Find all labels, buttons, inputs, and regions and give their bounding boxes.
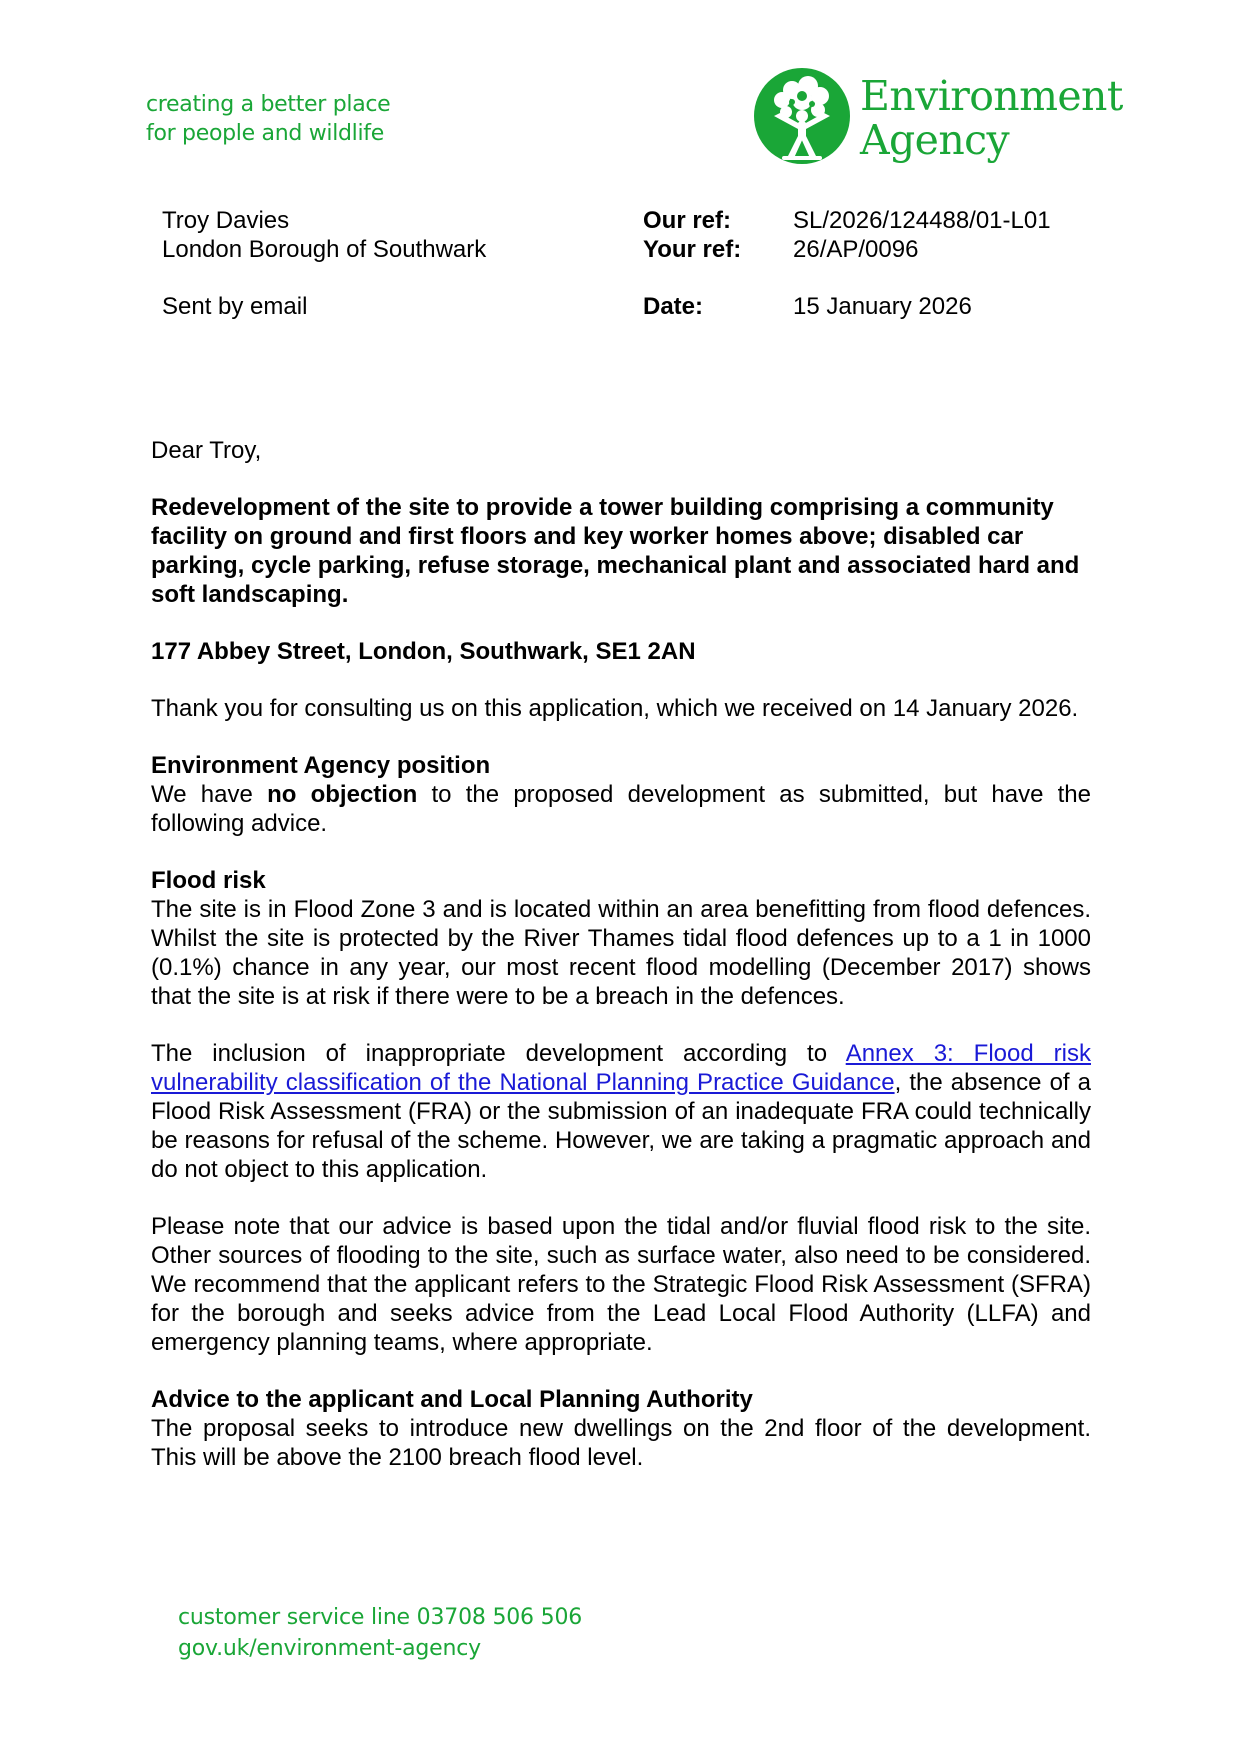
date-value: 15 January 2026 — [793, 293, 972, 320]
tree-person-logo-icon — [752, 66, 852, 168]
advice-heading: Advice to the applicant and Local Planning Authority — [151, 1386, 753, 1413]
position-text-pre: We have — [151, 781, 268, 808]
your-ref-label: Your ref: — [643, 236, 742, 263]
your-ref-value: 26/AP/0096 — [793, 236, 919, 263]
date-row — [643, 292, 1051, 321]
subject-heading: Redevelopment of the site to provide a tower building comprising a community facility on ground and first floors and key worker homes above; disabled car parking, cycle parking, refuse storage, mechanical plant and associated hard and soft landscaping. — [151, 494, 1080, 608]
footer-website: gov.uk/environment-agency — [178, 1636, 481, 1661]
footer — [178, 1602, 582, 1664]
note-paragraph: Please note that our advice is based upon the tidal and/or fluvial flood risk to the site. Other sources of flooding to the site, such as surface water, also need to be considered. We recommend that the applicant refers to the Strategic Flood Risk Assessment (SFRA) for the borough and seeks advice from the Lead Local Flood Authority (LLFA) and emergency planning teams, where appropriate. — [151, 1213, 1091, 1356]
flood-risk-heading: Flood risk — [151, 867, 266, 894]
inclusion-text-pre: The inclusion of inappropriate development according to — [151, 1040, 846, 1067]
logo-text — [860, 74, 1123, 162]
customer-service-line: customer service line 03708 506 506 — [178, 1605, 583, 1630]
letter-body — [151, 436, 1091, 1500]
date-label: Date: — [643, 293, 704, 320]
our-ref-value: SL/2026/124488/01-L01 — [793, 207, 1051, 234]
recipient-organisation: London Borough of Southwark — [162, 236, 487, 263]
site-address: 177 Abbey Street, London, Southwark, SE1 2AN — [151, 638, 696, 665]
our-ref-label: Our ref: — [643, 207, 732, 234]
your-ref-row — [643, 235, 1051, 264]
logo-line-2: Agency — [860, 116, 1010, 164]
position-section — [151, 751, 1091, 838]
tagline — [146, 90, 390, 148]
advice-section — [151, 1385, 1091, 1472]
tagline-line-2: for people and wildlife — [146, 121, 384, 146]
position-text-post: to the proposed development as submitted, but have the following advice. — [151, 781, 1092, 837]
environment-agency-logo — [752, 64, 1122, 174]
inclusion-paragraph — [151, 1039, 1091, 1184]
recipient-name: Troy Davies — [162, 207, 290, 234]
position-heading: Environment Agency position — [151, 752, 491, 779]
flood-risk-section — [151, 866, 1091, 1011]
tagline-line-1: creating a better place — [146, 92, 391, 117]
intro-paragraph: Thank you for consulting us on this application, which we received on 14 January 2026. — [151, 695, 1079, 722]
salutation: Dear Troy, — [151, 437, 262, 464]
npp-guidance-link[interactable]: Annex 3: Flood risk vulnerability classification of the National Planning Practice Guidance — [151, 1040, 1091, 1096]
position-text-bold: no objection — [267, 781, 418, 808]
inclusion-text-post: , the absence of a Flood Risk Assessment (FRA) or the submission of an inadequate FRA could technically be reasons for refusal of the scheme. However, we are taking a pragmatic approach and do not object to this application. — [151, 1069, 1092, 1183]
advice-paragraph: The proposal seeks to introduce new dwellings on the 2nd floor of the development. This will be above the 2100 breach flood level. — [151, 1415, 1091, 1471]
flood-risk-paragraph: The site is in Flood Zone 3 and is located within an area benefitting from flood defences. Whilst the site is protected by the River Thames tidal flood defences up to a 1 in 1000 (0.1%) chance in any year, our most recent flood modelling (December 2017) shows that the site is at risk if there were to be a breach in the defences. — [151, 896, 1091, 1010]
our-ref-row — [643, 206, 1051, 235]
logo-line-1: Environment — [860, 72, 1123, 120]
recipient-block — [162, 206, 486, 321]
reference-block — [643, 206, 1051, 321]
delivery-method: Sent by email — [162, 293, 308, 320]
